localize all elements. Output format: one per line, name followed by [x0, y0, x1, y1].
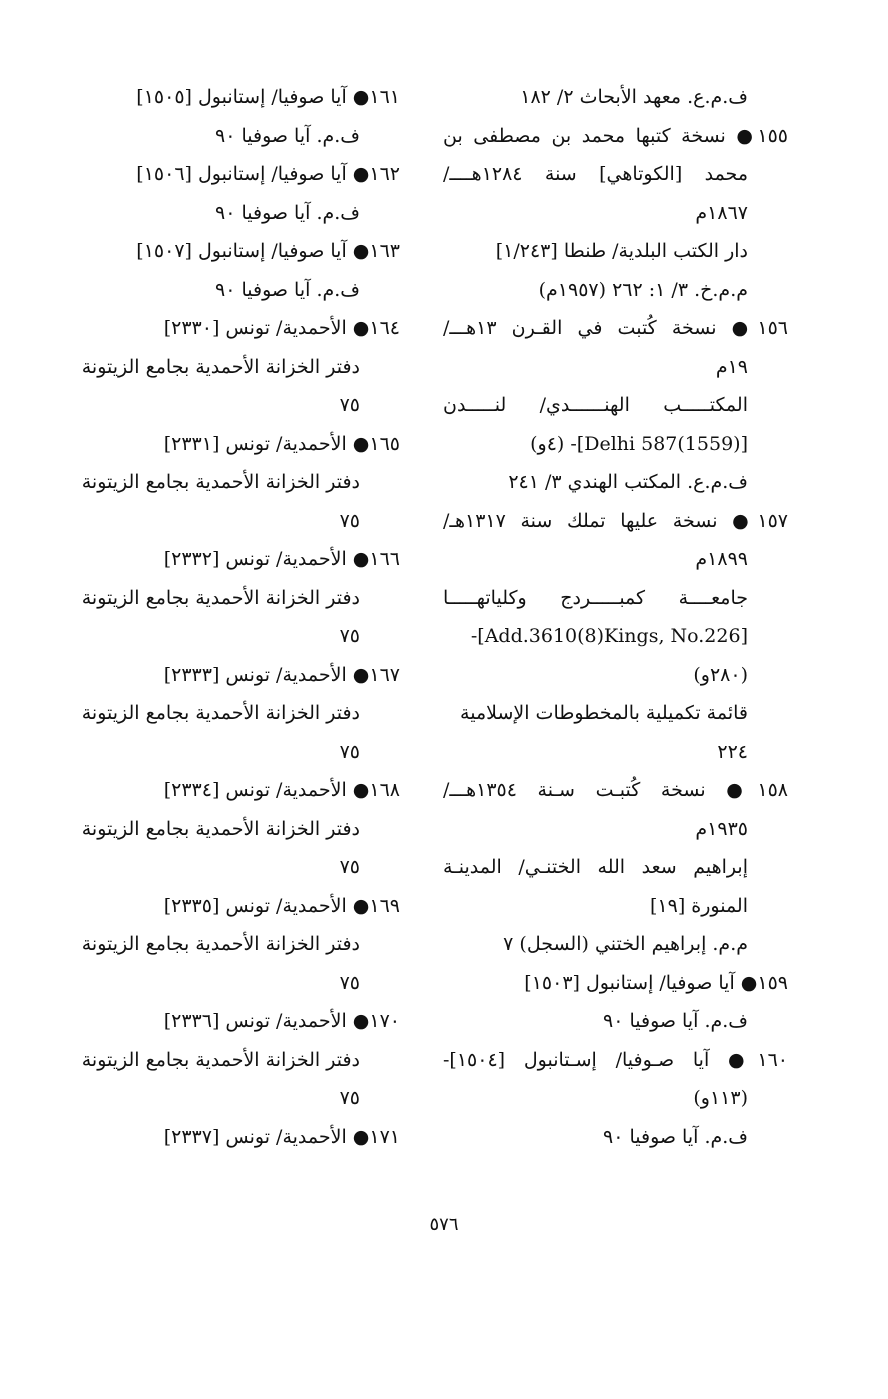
right-column-line: (١١٣و) — [693, 1087, 748, 1109]
right-column-line: قائمة تكميلية بالمخطوطات الإسلامية — [460, 702, 748, 724]
right-column-line: ١٨٩٩م — [695, 548, 748, 570]
left-column-line: دفتر الخزانة الأحمدية بجامع الزيتونة — [81, 1048, 360, 1071]
right-column-line: ١٩م — [715, 355, 748, 378]
left-column-line: ١٧٠● الأحمدية/ تونس [٢٣٣٦] — [163, 1010, 400, 1032]
left-column-line: ٧٥ — [339, 740, 360, 763]
left-column-line: ١٧١● الأحمدية/ تونس [٢٣٣٧] — [163, 1125, 400, 1148]
right-column-line: المنورة [١٩] — [649, 894, 748, 917]
right-column-line: ١٥٩● آيا صوفيا/ إستانبول [١٥٠٣] — [524, 971, 788, 994]
left-column-line: ١٦٣● آيا صوفيا/ إستانبول [١٥٠٧] — [136, 240, 400, 262]
left-column-line: دفتر الخزانة الأحمدية بجامع الزيتونة — [81, 933, 360, 955]
right-column-line: ٢٢٤ — [717, 740, 748, 763]
right-column-line: ف.م.ع. المكتب الهندي ٣/ ٢٤١ — [508, 471, 748, 493]
right-column-line: إبراهيم سعد الله الختنـي/ المدينـة — [443, 856, 748, 878]
right-column-line: [Add.3610(8)Kings, No.226]- — [470, 625, 748, 647]
left-column-line: ف.م. آيا صوفيا ٩٠ — [215, 278, 360, 301]
left-column-line: دفتر الخزانة الأحمدية بجامع الزيتونة — [81, 355, 360, 378]
left-column-line: ١٦٦● الأحمدية/ تونس [٢٣٣٢] — [163, 548, 400, 570]
right-column-line: ١٥٦● نسخة كُتبت في القـرن ١٣هـــ/ — [443, 317, 788, 339]
left-column-line: ف.م. آيا صوفيا ٩٠ — [215, 124, 360, 147]
left-column-line: دفتر الخزانة الأحمدية بجامع الزيتونة — [81, 817, 360, 840]
left-column — [60, 78, 400, 1156]
left-column-line: ١٦٤● الأحمدية/ تونس [٢٣٣٠] — [163, 317, 400, 339]
left-column-line: ٧٥ — [339, 971, 360, 994]
left-column-line: ف.م. آيا صوفيا ٩٠ — [215, 201, 360, 224]
right-column-line: (٢٨٠و) — [693, 663, 748, 686]
left-column-line: ١٦٩● الأحمدية/ تونس [٢٣٣٥] — [163, 894, 400, 917]
left-column-line: ١٦٨● الأحمدية/ تونس [٢٣٣٤] — [163, 779, 400, 801]
left-column-line: ٧٥ — [339, 625, 360, 647]
left-column-line: ١٦٧● الأحمدية/ تونس [٢٣٣٣] — [163, 663, 400, 686]
left-column-line: دفتر الخزانة الأحمدية بجامع الزيتونة — [81, 702, 360, 724]
right-column-line: [Delhi 587(1559)]- (٤و) — [530, 432, 748, 455]
left-column-line: دفتر الخزانة الأحمدية بجامع الزيتونة — [81, 471, 360, 493]
left-column-line: ٧٥ — [339, 394, 360, 416]
right-column-line: ١٥٧● نسخة عليها تملك سنة ١٣١٧هـ/ — [443, 509, 788, 532]
right-column-line: ١٥٨● نسخة كُتبـت سـنة ١٣٥٤هـــ/ — [443, 779, 788, 801]
left-column-line: ١٦١● آيا صوفيا/ إستانبول [١٥٠٥] — [136, 86, 400, 108]
right-column-line: م.م.خ. ٣/ ١: ٢٦٢ (١٩٥٧م) — [538, 278, 748, 301]
right-column-line: ١٨٦٧م — [695, 201, 748, 224]
left-column-line: ٧٥ — [339, 856, 360, 878]
right-column-line: ١٩٣٥م — [695, 817, 748, 840]
page-number: ٥٧٦ — [429, 1214, 459, 1235]
left-column-line: دفتر الخزانة الأحمدية بجامع الزيتونة — [81, 586, 360, 609]
right-column-line: ١٦٠● آيا صـوفيا/ إسـتانبول [١٥٠٤]- — [443, 1048, 788, 1071]
left-column-line: ١٦٢● آيا صوفيا/ إستانبول [١٥٠٦] — [136, 163, 400, 185]
right-column-line: ١٥٥● نسخة كتبها محمد بن مصطفى بن — [443, 124, 788, 147]
right-column-line: ف.م. آيا صوفيا ٩٠ — [603, 1125, 748, 1148]
right-column-line: جامعــــة كمبـــــردج وكلياتهـــــا — [443, 586, 748, 609]
right-column-line: المكتـــــب الهنــــــدي/ لنـــــدن — [443, 394, 748, 416]
right-column — [443, 78, 788, 1156]
right-column-line: ف.م.ع. معهد الأبحاث ٢/ ١٨٢ — [520, 86, 748, 108]
right-column-line: ف.م. آيا صوفيا ٩٠ — [603, 1010, 748, 1032]
right-column-line: دار الكتب البلدية/ طنطا [١/٢٤٣] — [495, 240, 748, 262]
right-column-line: محمد [الكوتاهي] سنة ١٢٨٤هــــ/ — [443, 163, 748, 185]
left-column-line: ٧٥ — [339, 1087, 360, 1109]
left-column-line: ١٦٥● الأحمدية/ تونس [٢٣٣١] — [163, 432, 400, 455]
left-column-line: ٧٥ — [339, 509, 360, 532]
right-column-line: م.م. إبراهيم الختني (السجل) ٧ — [503, 933, 748, 955]
